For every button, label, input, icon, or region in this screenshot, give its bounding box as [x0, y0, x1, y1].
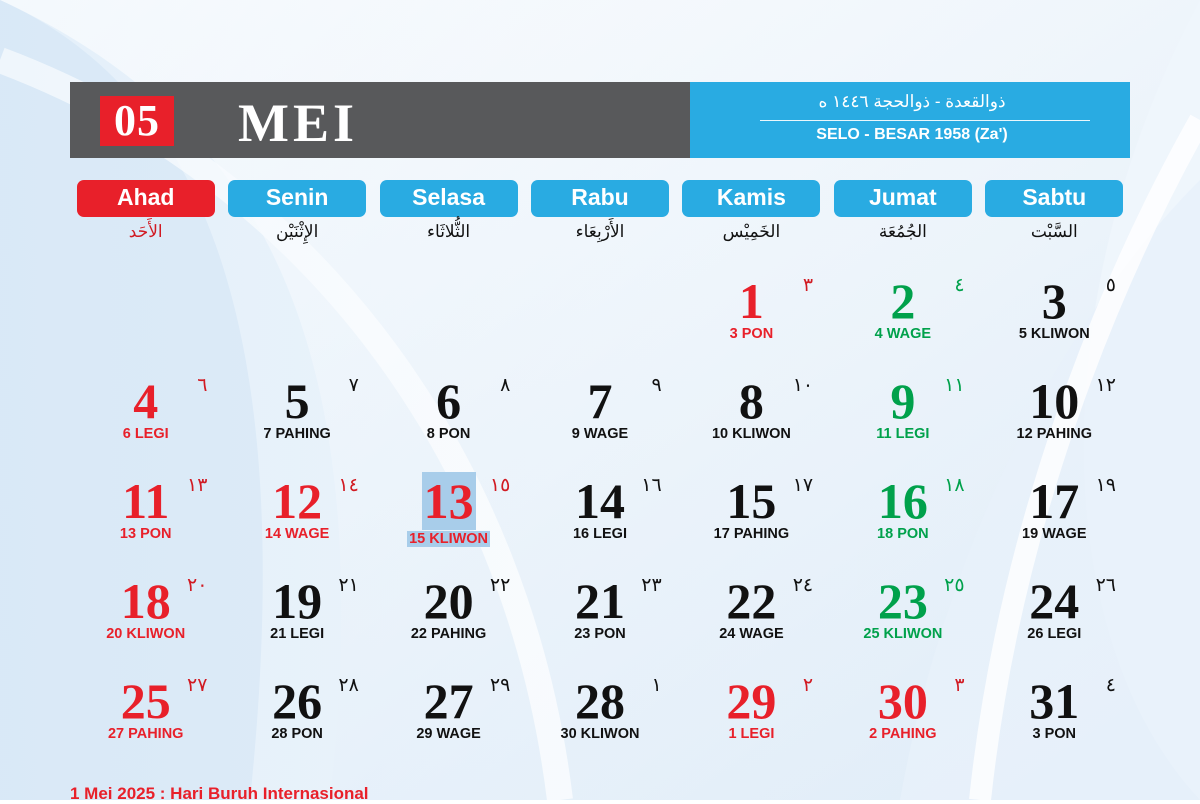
calendar-grid — [70, 272, 1130, 772]
javanese-pasaran-label: 27 PAHING — [107, 726, 184, 742]
weekday-pill-jumat[interactable]: Jumat — [834, 180, 972, 217]
date-cell[interactable] — [827, 472, 978, 572]
date-number: 23 — [877, 573, 928, 629]
javanese-pasaran-label: 15 KLIWON — [409, 531, 489, 547]
hijri-date-number: ١٩ — [1095, 475, 1116, 496]
hijri-date-number: ٢٧ — [187, 675, 208, 696]
weekday-pill-selasa[interactable]: Selasa — [380, 180, 518, 217]
date-cell[interactable] — [373, 672, 524, 772]
date-number-wrap — [827, 572, 978, 630]
javanese-pasaran-label: 13 PON — [119, 526, 172, 542]
date-number: 18 — [120, 573, 171, 629]
javanese-pasaran-label: 17 PAHING — [713, 526, 790, 542]
date-number-wrap — [70, 572, 221, 630]
date-cell[interactable] — [979, 472, 1130, 572]
hijri-date-number: ١٦ — [641, 475, 662, 496]
date-number: 6 — [436, 373, 462, 429]
javanese-pasaran-label: 21 LEGI — [270, 626, 325, 642]
date-cell[interactable] — [676, 572, 827, 672]
date-number: 20 — [423, 573, 474, 629]
javanese-pasaran-label: 26 LEGI — [1027, 626, 1082, 642]
date-number: 3 — [1041, 273, 1067, 329]
date-number: 15 — [726, 473, 777, 529]
date-number: 17 — [1029, 473, 1080, 529]
date-number-wrap — [524, 572, 675, 630]
date-number: 1 — [738, 273, 764, 329]
hijri-date-number: ٥ — [1105, 275, 1116, 296]
date-cell-empty — [221, 272, 372, 372]
date-number-wrap — [676, 472, 827, 530]
date-number-wrap — [676, 372, 827, 430]
date-cell[interactable] — [827, 572, 978, 672]
weekday-column-senin — [221, 180, 372, 250]
holiday-notes: 1 Mei 2025 : Hari Buruh Internasional — [70, 784, 369, 803]
hijri-date-number: ١٨ — [944, 475, 965, 496]
javanese-pasaran-label: 20 KLIWON — [106, 626, 186, 642]
date-cell[interactable] — [221, 472, 372, 572]
date-cell[interactable] — [70, 672, 221, 772]
weekday-arabic-ahad: الأَحَد — [128, 222, 163, 241]
date-number: 19 — [272, 573, 323, 629]
date-number-wrap — [373, 372, 524, 430]
date-number-wrap — [524, 372, 675, 430]
date-number: 14 — [574, 473, 625, 529]
date-cell[interactable] — [524, 572, 675, 672]
javanese-pasaran-label: 19 WAGE — [1022, 526, 1087, 542]
date-cell[interactable] — [676, 372, 827, 472]
date-number-wrap — [221, 372, 372, 430]
date-cell[interactable] — [221, 572, 372, 672]
hijri-date-number: ٢٥ — [944, 575, 965, 596]
date-cell[interactable] — [221, 672, 372, 772]
javanese-pasaran-label: 29 WAGE — [416, 726, 481, 742]
date-number-wrap — [979, 672, 1130, 730]
date-number: 22 — [726, 573, 777, 629]
javanese-pasaran-label: 25 KLIWON — [863, 626, 943, 642]
weekday-pill-rabu[interactable]: Rabu — [531, 180, 669, 217]
date-cell[interactable] — [373, 572, 524, 672]
javanese-pasaran-label: 3 PON — [729, 326, 774, 342]
date-number: 2 — [890, 273, 916, 329]
javanese-pasaran-label: 6 LEGI — [122, 426, 169, 442]
month-number: 05 — [100, 96, 174, 146]
date-number: 31 — [1029, 673, 1080, 729]
date-number: 21 — [574, 573, 625, 629]
hijri-date-number: ١٥ — [489, 475, 511, 496]
weekday-arabic-rabu: الأَرْبِعَاء — [575, 222, 625, 241]
date-number-wrap — [221, 572, 372, 630]
javanese-pasaran-label: 1 LEGI — [728, 726, 775, 742]
date-cell[interactable] — [979, 672, 1130, 772]
hijri-date-number: ٩ — [651, 375, 662, 396]
weekday-pill-senin[interactable]: Senin — [228, 180, 366, 217]
weekday-arabic-senin: الإِثْنَيْن — [275, 222, 319, 241]
date-number-wrap — [524, 672, 675, 730]
date-cell[interactable] — [979, 272, 1130, 372]
date-cell[interactable] — [827, 272, 978, 372]
date-cell-empty — [524, 272, 675, 372]
hijri-date-number: ٢١ — [338, 575, 359, 596]
date-cell[interactable] — [524, 672, 675, 772]
hijri-date-number: ١ — [651, 675, 662, 696]
javanese-pasaran-label: 2 PAHING — [869, 726, 937, 742]
date-number: 5 — [284, 373, 310, 429]
date-cell[interactable] — [524, 372, 675, 472]
date-number-wrap — [373, 572, 524, 630]
month-name: MEI — [238, 93, 358, 153]
date-number-wrap — [373, 672, 524, 730]
hijri-date-number: ١٢ — [1095, 375, 1116, 396]
date-cell-empty — [373, 272, 524, 372]
javanese-pasaran-label: 9 WAGE — [571, 426, 629, 442]
date-cell[interactable] — [524, 472, 675, 572]
hijri-date-number: ٢٣ — [641, 575, 662, 596]
hijri-month-latin: SELO - BESAR 1958 (Za') — [816, 126, 1008, 143]
hijri-date-number: ٣ — [954, 675, 965, 696]
date-cell[interactable] — [979, 572, 1130, 672]
javanese-pasaran-label: 4 WAGE — [874, 326, 932, 342]
date-cell[interactable] — [373, 472, 524, 572]
date-number-wrap — [827, 272, 978, 330]
hijri-date-number: ٦ — [197, 375, 208, 396]
date-number: 8 — [738, 373, 764, 429]
date-number: 30 — [877, 673, 928, 729]
javanese-pasaran-label: 30 KLIWON — [560, 726, 640, 742]
month-banner — [70, 82, 1130, 158]
hijri-date-number: ٢٠ — [187, 575, 208, 596]
banner-divider — [760, 120, 1090, 121]
date-number-wrap — [676, 672, 827, 730]
javanese-pasaran-label: 7 PAHING — [263, 426, 331, 442]
date-number: 9 — [890, 373, 916, 429]
hijri-date-number: ٧ — [348, 375, 359, 396]
date-number-wrap — [979, 272, 1130, 330]
date-number: 12 — [272, 473, 323, 529]
date-number-wrap — [70, 672, 221, 730]
hijri-date-number: ١١ — [944, 375, 965, 396]
hijri-date-number: ٤ — [954, 275, 965, 296]
date-number-wrap — [524, 472, 675, 530]
weekday-arabic-sabtu: السَّبْت — [1030, 222, 1078, 241]
date-cell[interactable] — [676, 672, 827, 772]
hijri-date-number: ٢٩ — [489, 675, 511, 696]
date-number-wrap — [221, 472, 372, 530]
hijri-date-number: ١٠ — [792, 375, 814, 396]
javanese-pasaran-label: 3 PON — [1032, 726, 1077, 742]
weekday-pill-sabtu[interactable]: Sabtu — [985, 180, 1123, 217]
date-number-wrap — [827, 472, 978, 530]
date-cell[interactable] — [70, 472, 221, 572]
date-number-wrap — [979, 572, 1130, 630]
javanese-pasaran-label: 18 PON — [877, 526, 929, 542]
weekday-column-jumat — [827, 180, 978, 250]
date-number-wrap — [979, 472, 1130, 530]
weekday-pill-ahad[interactable]: Ahad — [77, 180, 215, 217]
date-number-wrap — [70, 472, 221, 530]
javanese-pasaran-label: 8 PON — [426, 426, 471, 442]
javanese-pasaran-label: 22 PAHING — [410, 626, 487, 642]
javanese-pasaran-label: 10 KLIWON — [711, 426, 791, 442]
weekday-column-ahad — [70, 180, 221, 250]
weekday-column-selasa — [373, 180, 524, 250]
javanese-pasaran-label: 11 LEGI — [876, 426, 930, 442]
date-number: 13 — [423, 473, 474, 529]
date-number: 28 — [574, 673, 625, 729]
date-number: 4 — [133, 373, 159, 429]
javanese-pasaran-label: 14 WAGE — [264, 526, 330, 542]
hijri-date-number: ٨ — [500, 375, 511, 396]
date-cell[interactable] — [676, 272, 827, 372]
hijri-date-number: ١٤ — [338, 475, 359, 496]
date-cell[interactable] — [827, 372, 978, 472]
date-number-wrap — [676, 572, 827, 630]
hijri-date-number: ٢ — [802, 675, 814, 696]
date-cell[interactable] — [221, 372, 372, 472]
date-number: 27 — [423, 673, 474, 729]
date-number: 7 — [587, 373, 613, 429]
hijri-date-number: ٣ — [802, 275, 814, 296]
weekday-header-row — [70, 180, 1130, 250]
hijri-month-arabic: ذوالقعدة - ذوالحجة ١٤٤٦ ه — [818, 92, 1006, 111]
date-cell[interactable] — [70, 372, 221, 472]
javanese-pasaran-label: 28 PON — [271, 726, 323, 742]
date-number-wrap — [221, 672, 372, 730]
hijri-date-number: ٢٢ — [489, 575, 511, 596]
weekday-column-kamis — [676, 180, 827, 250]
hijri-date-number: ٢٤ — [792, 575, 814, 596]
date-cell[interactable] — [827, 672, 978, 772]
hijri-date-number: ٢٦ — [1095, 575, 1116, 596]
hijri-date-number: ٢٨ — [338, 675, 359, 696]
weekday-pill-kamis[interactable]: Kamis — [682, 180, 820, 217]
date-number: 26 — [272, 673, 323, 729]
date-number: 11 — [122, 473, 170, 529]
date-number: 25 — [120, 673, 171, 729]
javanese-pasaran-label: 12 PAHING — [1016, 426, 1093, 442]
date-number-wrap — [373, 472, 524, 530]
date-cell[interactable] — [70, 572, 221, 672]
date-number-wrap — [676, 272, 827, 330]
hijri-date-number: ١٣ — [187, 475, 208, 496]
date-number-wrap — [827, 372, 978, 430]
weekday-arabic-kamis: الخَمِيْس — [722, 222, 781, 241]
weekday-column-rabu — [524, 180, 675, 250]
weekday-column-sabtu — [979, 180, 1130, 250]
date-number-wrap — [827, 672, 978, 730]
date-cell[interactable] — [979, 372, 1130, 472]
hijri-date-number: ١٧ — [792, 475, 814, 496]
hijri-date-number: ٤ — [1105, 675, 1116, 696]
weekday-arabic-selasa: الثُّلاثَاء — [427, 222, 471, 241]
javanese-pasaran-label: 16 LEGI — [572, 526, 627, 542]
date-cell-empty — [70, 272, 221, 372]
javanese-pasaran-label: 5 KLIWON — [1018, 326, 1090, 342]
date-number-wrap — [979, 372, 1130, 430]
date-number-wrap — [70, 372, 221, 430]
date-cell[interactable] — [676, 472, 827, 572]
javanese-pasaran-label: 24 WAGE — [719, 626, 784, 642]
date-number: 16 — [877, 473, 928, 529]
date-cell[interactable] — [373, 372, 524, 472]
date-number: 29 — [726, 673, 777, 729]
date-number: 24 — [1029, 573, 1080, 629]
date-number: 10 — [1029, 373, 1080, 429]
weekday-arabic-jumat: الجُمُعَة — [878, 222, 927, 241]
javanese-pasaran-label: 23 PON — [574, 626, 626, 642]
